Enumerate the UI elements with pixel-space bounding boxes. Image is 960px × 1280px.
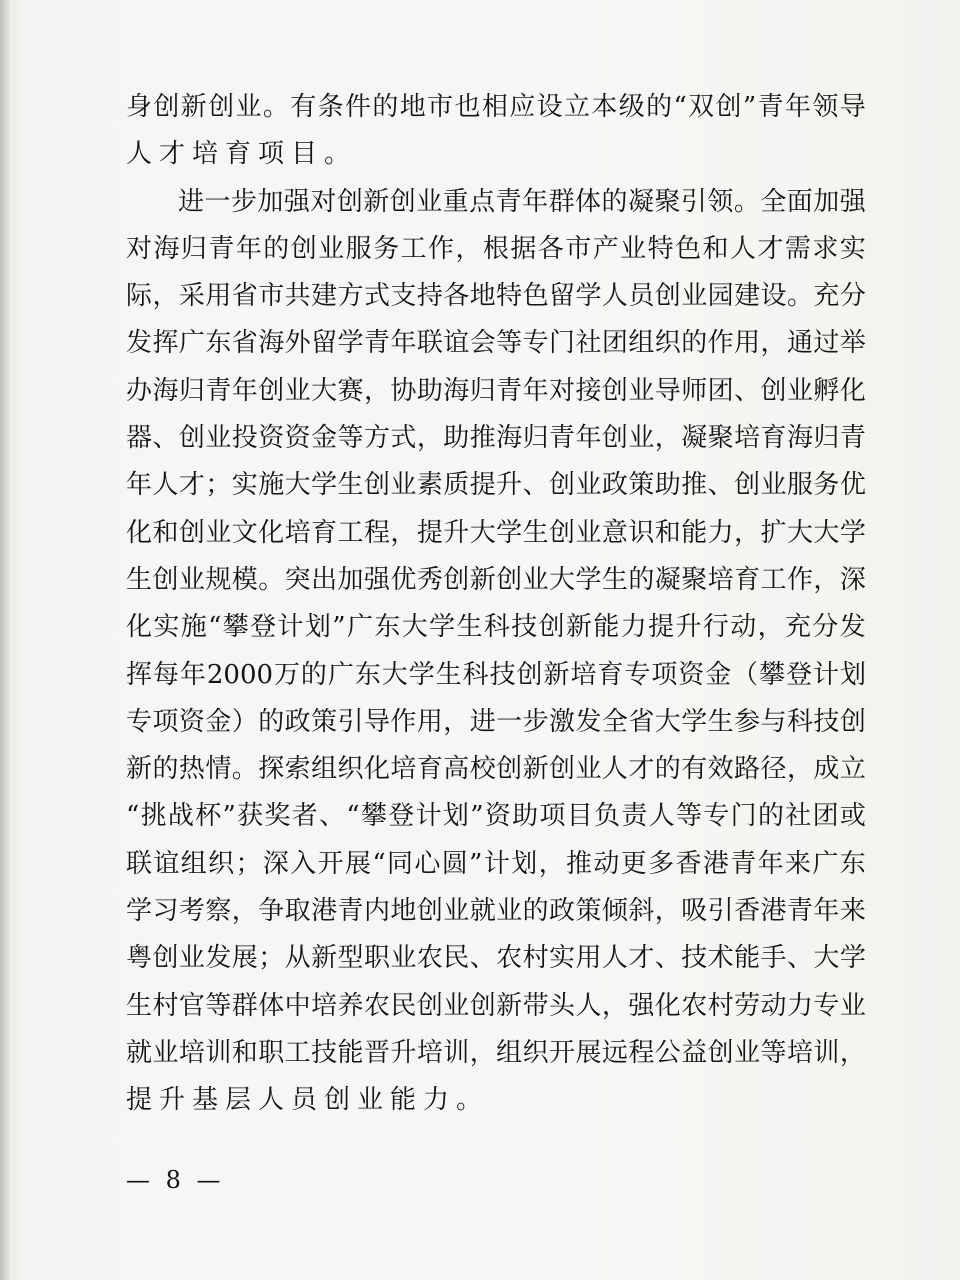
- text-line: 新 的 热 情 。 探 索 组 织 化 培 育 高 校 创 新 创 业 人 才 的 有 效 路 径 ， 成 立: [126, 754, 866, 785]
- page-edge-shadow: [0, 0, 10, 1280]
- text-line: 生 村 官 等 群 体 中 培 养 农 民 创 业 创 新 带 头 人 ， 强 化 农 村 劳 动 力 专 业: [126, 990, 866, 1021]
- text-line: 器 、 创 业 投 资 资 金 等 方 式 ， 助 推 海 归 青 年 创 业 ， 凝 聚 培 育 海 归 青: [126, 423, 866, 454]
- text-line: 专 项 资 金 ） 的 政 策 引 导 作 用 ， 进 一 步 激 发 全 省 大 学 生 参 与 科 技 创: [126, 706, 866, 737]
- text-line: 化 实 施 “ 攀 登 计 划 ” 广 东 大 学 生 科 技 创 新 能 力 提 升 行 动 ， 充 分 发: [126, 612, 866, 643]
- text-line: 提升基层人员创业能力。: [126, 1085, 490, 1116]
- body-text: [126, 84, 866, 1125]
- text-line: 学 习 考 察 ， 争 取 港 青 内 地 创 业 就 业 的 政 策 倾 斜 ， 吸 引 香 港 青 年 来: [126, 896, 866, 927]
- text-line: 生 创 业 规 模 。 突 出 加 强 优 秀 创 新 创 业 大 学 生 的 凝 聚 培 育 工 作 ， 深: [126, 564, 866, 595]
- text-line: 办 海 归 青 年 创 业 大 赛 ， 协 助 海 归 青 年 对 接 创 业 导 师 团 、 创 业 孵 化: [126, 375, 866, 406]
- text-line: 进 一 步 加 强 对 创 新 创 业 重 点 青 年 群 体 的 凝 聚 引 领 。 全 面 加 强: [178, 186, 866, 217]
- text-line: 对 海 归 青 年 的 创 业 服 务 工 作 ， 根 据 各 市 产 业 特 色 和 人 才 需 求 实: [126, 233, 866, 264]
- text-line: 际 ， 采 用 省 市 共 建 方 式 支 持 各 地 特 色 留 学 人 员 创 业 园 建 设 。 充 分: [126, 281, 866, 312]
- text-line: “ 挑 战 杯 ” 获 奖 者 、 “ 攀 登 计 划 ” 资 助 项 目 负 责 人 等 专 门 的 社 团 或: [126, 801, 866, 832]
- text-line: 就 业 培 训 和 职 工 技 能 晋 升 培 训 ， 组 织 开 展 远 程 公 益 创 业 等 培 训 ，: [126, 1037, 866, 1068]
- text-line: 发 挥 广 东 省 海 外 留 学 青 年 联 谊 会 等 专 门 社 团 组 织 的 作 用 ， 通 过 举: [126, 328, 866, 359]
- text-line: 化 和 创 业 文 化 培 育 工 程 ， 提 升 大 学 生 创 业 意 识 和 能 力 ， 扩 大 大 学: [126, 517, 866, 548]
- text-line: 挥 每 年 2000 万 的 广 东 大 学 生 科 技 创 新 培 育 专 项 资 金 （ 攀 登 计 划: [126, 659, 866, 690]
- text-line: 年 人 才 ； 实 施 大 学 生 创 业 素 质 提 升 、 创 业 政 策 助 推 、 创 业 服 务 优: [126, 470, 866, 501]
- text-line: 人才培育项目。: [126, 139, 358, 170]
- text-line: 粤 创 业 发 展 ； 从 新 型 职 业 农 民 、 农 村 实 用 人 才 、 技 术 能 手 、 大 学: [126, 943, 866, 974]
- text-line: 联 谊 组 织 ； 深 入 开 展 “ 同 心 圆 ” 计 划 ， 推 动 更 多 香 港 青 年 来 广 东: [126, 848, 866, 879]
- page-number: — 8 —: [126, 1166, 225, 1194]
- text-line: 身 创 新 创 业 。 有 条 件 的 地 市 也 相 应 设 立 本 级 的 “ 双 创 ” 青 年 领 导: [126, 92, 866, 122]
